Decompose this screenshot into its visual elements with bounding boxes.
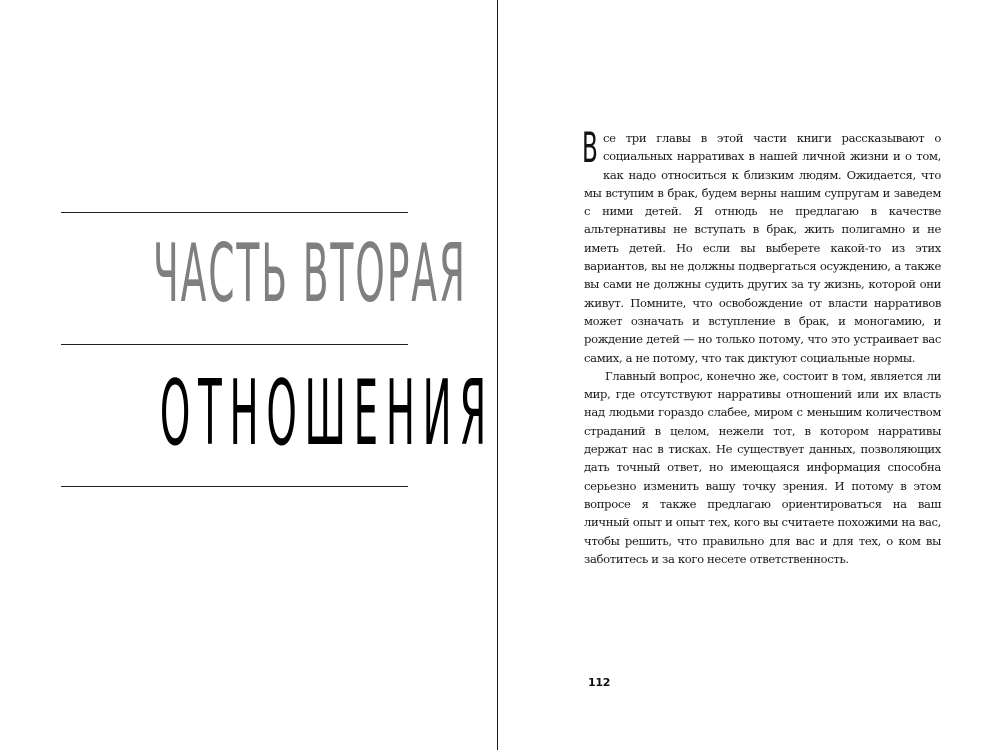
part-title: ОТНОШЕНИЯ: [159, 361, 494, 466]
part-label-wrap: [61, 227, 467, 324]
right-page: [498, 0, 996, 750]
middle-rule: [61, 344, 408, 345]
paragraph-2: Главный вопрос, конечно же, состоит в том, является ли мир, где отсутствуют нарративы отношений или их власть над людьми гораздо слабее, миром с меньшим количеством страданий в целом, нежели тот, в котором нарративы держат нас в тисках. Не существует данных, позволяющих дать точный ответ, но имеющаяся информация способна серьезно изменить вашу точку зрения. И потому в этом вопросе я также предлагаю ориентироваться на ваш личный опыт и опыт тех, кого вы считаете похожими на вас, чтобы решить, что правильно для вас и для тех, о ком вы заботитесь и за кого несете ответственность.: [584, 368, 941, 566]
body-text: [582, 123, 941, 568]
drop-cap: В: [582, 123, 598, 172]
part-label: ЧАСТЬ ВТОРАЯ: [152, 227, 467, 320]
paragraph-1: [582, 123, 941, 367]
page-number: 112: [588, 676, 611, 689]
top-rule: [61, 212, 408, 213]
bottom-rule: [61, 486, 408, 487]
left-page: [0, 0, 497, 750]
part-title-wrap: [61, 361, 494, 469]
paragraph-1-text: се три главы в этой части книги рассказывают о социальных нарративах в нашей личной жизни и о том, как надо относиться к близким людям. Ожидается, что мы вступим в брак, будем верны нашим супругам и заведем с ними детей. Я отнюдь не предлагаю в качестве альтернативы не вступать в брак, жить полигамно и не иметь детей. Но если вы выберете какой-то из этих вариантов, вы не должны подвергаться осуждению, а также вы сами не должны судить других за ту жизнь, которой они живут. Помните, что освобождение от власти нарративов может означать и вступление в брак, и моногамию, и рождение детей — но только потому, что это устраивает вас самих, а не потому, что так диктуют социальные нормы.: [584, 131, 941, 365]
